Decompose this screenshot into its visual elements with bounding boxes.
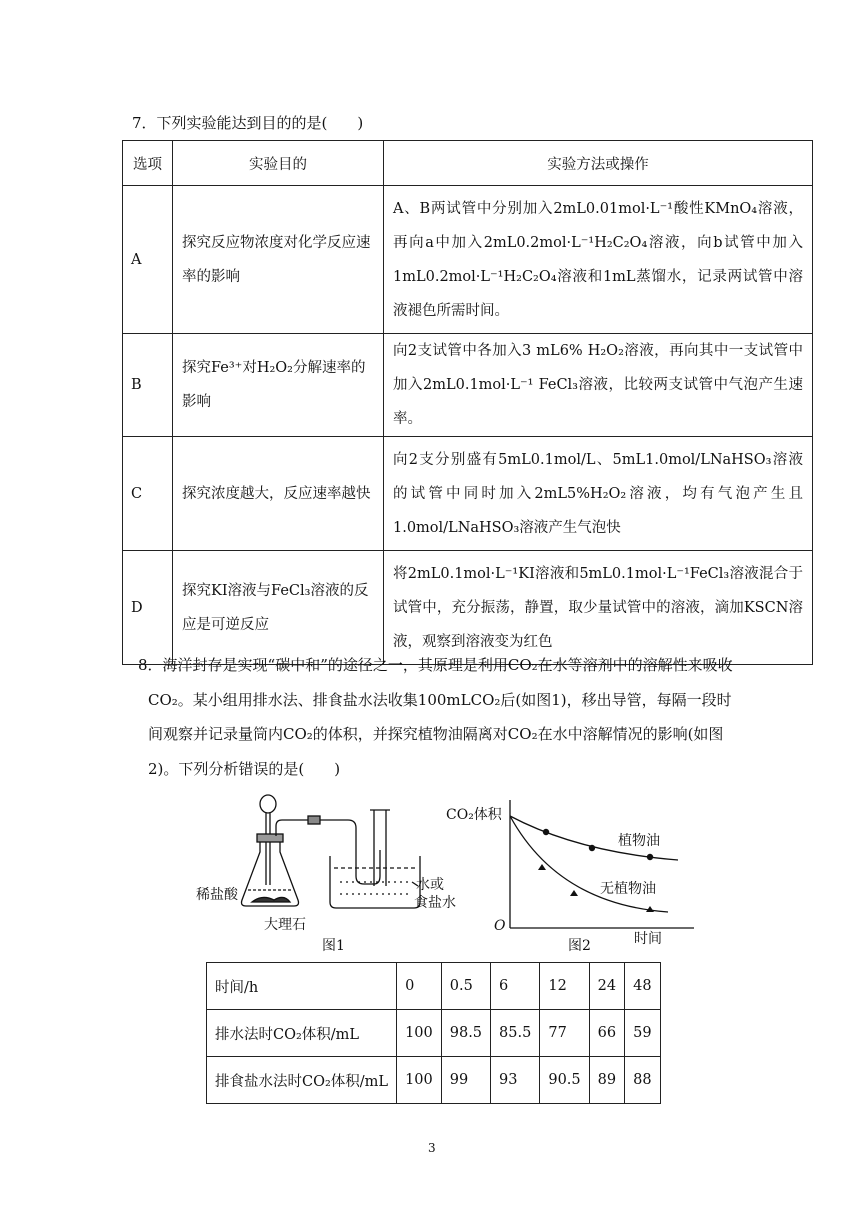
label-brine: 食盐水 bbox=[414, 895, 456, 911]
question-7-title: 7．下列实验能达到目的的是( ) bbox=[132, 114, 364, 132]
table-row-c bbox=[123, 437, 813, 551]
method-cell: 向2支分别盛有5mL0.1mol/L、5mL1.0mol/LNaHSO₃溶液的试管中同时加入2mL5%H₂O₂溶液，均有气泡产生且1.0mol/LNaHSO₃溶液产生气泡快 bbox=[384, 437, 813, 551]
table-row bbox=[207, 1057, 661, 1104]
point-no-oil bbox=[646, 906, 654, 912]
figure-2-caption: 图2 bbox=[568, 938, 591, 954]
table-row bbox=[207, 1010, 661, 1057]
label-water-or: 水或 bbox=[416, 877, 444, 893]
chart-origin: O bbox=[494, 918, 506, 934]
table-header-row bbox=[123, 141, 813, 186]
q8-line-3: 间观察并记录量筒内CO₂的体积，并探究植物油隔离对CO₂在水中溶解情况的影响(如图 bbox=[148, 725, 724, 743]
header-option: 选项 bbox=[123, 141, 173, 186]
table-cell: 66 bbox=[589, 1010, 624, 1057]
goal-cell: 探究浓度越大，反应速率越快 bbox=[173, 437, 384, 551]
table-cell: 85.5 bbox=[491, 1010, 540, 1057]
chart-x-label: 时间 bbox=[634, 931, 662, 947]
goal-cell: 探究Fe³⁺对H₂O₂分解速率的影响 bbox=[173, 334, 384, 437]
table-cell: 排水法时CO₂体积/mL bbox=[207, 1010, 397, 1057]
funnel-bulb bbox=[260, 795, 276, 813]
table-cell: 0 bbox=[397, 963, 442, 1010]
table-cell: 100 bbox=[397, 1010, 442, 1057]
chart-y-label: CO₂体积 bbox=[446, 807, 502, 823]
table-cell: 88 bbox=[625, 1057, 660, 1104]
q8-line-4: 2)。下列分析错误的是( ) bbox=[148, 759, 341, 778]
table-cell: 93 bbox=[491, 1057, 540, 1104]
co2-volume-table bbox=[206, 962, 661, 1104]
method-cell: 将2mL0.1mol·L⁻¹KI溶液和5mL0.1mol·L⁻¹FeCl₃溶液混合于试管中，充分振荡，静置，取少量试管中的溶液，滴加KSCN溶液，观察到溶液变为红色 bbox=[384, 551, 813, 665]
label-dilute-hcl: 稀盐酸 bbox=[196, 887, 238, 903]
table-cell: 时间/h bbox=[207, 963, 397, 1010]
page-number: 3 bbox=[428, 1141, 436, 1155]
point-oil bbox=[589, 845, 595, 851]
table-row bbox=[207, 963, 661, 1010]
table-cell: 90.5 bbox=[540, 1057, 589, 1104]
method-cell: 向2支试管中各加入3 mL6% H₂O₂溶液，再向其中一支试管中加入2mL0.1mol·L⁻¹ FeCl₃溶液，比较两支试管中气泡产生速率。 bbox=[384, 334, 813, 437]
table-row-b bbox=[123, 334, 813, 437]
point-oil bbox=[543, 829, 549, 835]
option-label: A bbox=[123, 186, 173, 334]
figures-area bbox=[190, 790, 690, 955]
table-cell: 48 bbox=[625, 963, 660, 1010]
method-cell: A、B两试管中分别加入2mL0.01mol·L⁻¹酸性KMnO₄溶液，再向a中加入2mL0.2mol·L⁻¹H₂C₂O₄溶液，向b试管中加入1mL0.2mol·L⁻¹H₂C₂O₄溶液和1mL蒸馏水，记录两试管中溶液褪色所需时间。 bbox=[384, 186, 813, 334]
chart-series-no-oil: 无植物油 bbox=[600, 881, 656, 897]
table-cell: 89 bbox=[589, 1057, 624, 1104]
option-label: C bbox=[123, 437, 173, 551]
table-cell: 24 bbox=[589, 963, 624, 1010]
option-label: B bbox=[123, 334, 173, 437]
question-7-table bbox=[122, 140, 813, 665]
table-cell: 99 bbox=[441, 1057, 490, 1104]
table-cell: 排食盐水法时CO₂体积/mL bbox=[207, 1057, 397, 1104]
point-no-oil bbox=[538, 864, 546, 870]
question-8-text bbox=[138, 648, 810, 786]
header-method: 实验方法或操作 bbox=[384, 141, 813, 186]
q8-line-1: 8．海洋封存是实现“碳中和”的途径之一，其原理是利用CO₂在水等溶剂中的溶解性来吸收 bbox=[138, 656, 733, 674]
table-cell: 0.5 bbox=[441, 963, 490, 1010]
chart-series-oil: 植物油 bbox=[618, 833, 660, 849]
table-cell: 98.5 bbox=[441, 1010, 490, 1057]
option-label: D bbox=[123, 551, 173, 665]
apparatus-diagram bbox=[190, 790, 460, 955]
figure-1-caption: 图1 bbox=[322, 938, 345, 954]
label-marble: 大理石 bbox=[264, 917, 306, 933]
co2-volume-chart bbox=[498, 800, 698, 950]
table-cell: 6 bbox=[491, 963, 540, 1010]
table-cell: 59 bbox=[625, 1010, 660, 1057]
point-oil bbox=[647, 854, 653, 860]
goal-cell: 探究反应物浓度对化学反应速率的影响 bbox=[173, 186, 384, 334]
table-cell: 77 bbox=[540, 1010, 589, 1057]
table-cell: 100 bbox=[397, 1057, 442, 1104]
goal-cell: 探究KI溶液与FeCl₃溶液的反应是可逆反应 bbox=[173, 551, 384, 665]
table-row-a bbox=[123, 186, 813, 334]
point-no-oil bbox=[570, 890, 578, 896]
table-cell: 12 bbox=[540, 963, 589, 1010]
q8-line-2: CO₂。某小组用排水法、排食盐水法收集100mLCO₂后(如图1)，移出导管，每隔一段时 bbox=[148, 690, 732, 709]
header-goal: 实验目的 bbox=[173, 141, 384, 186]
